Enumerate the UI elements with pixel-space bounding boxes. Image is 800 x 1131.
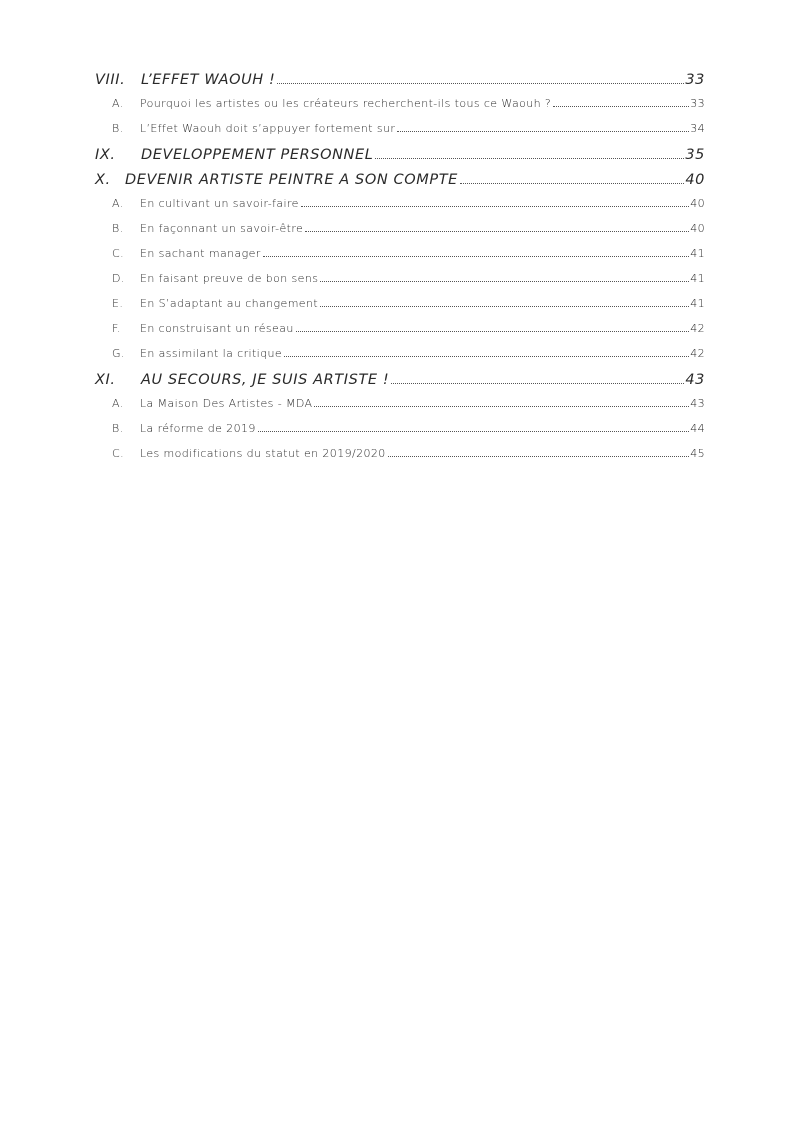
toc-entry-number: F.	[112, 322, 121, 335]
toc-entry-title: DEVELOPPEMENT PERSONNEL	[141, 147, 374, 163]
dot-leader	[301, 205, 689, 207]
toc-entry-xi[interactable]	[95, 372, 705, 397]
dot-leader	[460, 182, 684, 184]
toc-entry-xi-c[interactable]	[95, 447, 705, 472]
toc-entry-x-b[interactable]	[95, 222, 705, 247]
toc-entry-number: XI.	[95, 372, 116, 388]
toc-entry-x[interactable]	[95, 172, 705, 197]
dot-leader	[284, 355, 689, 357]
toc-entry-page: 42	[690, 322, 705, 335]
toc-entry-number: A.	[112, 97, 124, 110]
toc-entry-number: D.	[112, 272, 125, 285]
dot-leader	[263, 255, 689, 257]
toc-entry-page: 34	[690, 122, 705, 135]
toc-entry-page: 40	[685, 172, 705, 188]
toc-entry-number: G.	[112, 347, 125, 360]
toc-entry-x-g[interactable]	[95, 347, 705, 372]
toc-entry-title: En sachant manager	[140, 247, 261, 260]
table-of-contents	[95, 72, 705, 472]
toc-entry-title: DEVENIR ARTISTE PEINTRE A SON COMPTE	[125, 172, 458, 188]
toc-entry-page: 42	[690, 347, 705, 360]
toc-entry-title: En faisant preuve de bon sens	[140, 272, 319, 285]
toc-entry-title: Les modifications du statut en 2019/2020	[140, 447, 386, 460]
toc-entry-title: En façonnant un savoir-être	[140, 222, 304, 235]
toc-entry-title: La réforme de 2019	[140, 422, 256, 435]
toc-entry-title: En cultivant un savoir-faire	[140, 197, 299, 210]
toc-entry-x-c[interactable]	[95, 247, 705, 272]
dot-leader	[375, 157, 684, 159]
toc-entry-title: En construisant un réseau	[140, 322, 294, 335]
dot-leader	[296, 330, 689, 332]
toc-entry-number: C.	[112, 447, 124, 460]
toc-entry-title: Pourquoi les artistes ou les créateurs recherchent-ils tous ce Waouh ?	[140, 97, 552, 110]
toc-entry-xi-a[interactable]	[95, 397, 705, 422]
toc-entry-xi-b[interactable]	[95, 422, 705, 447]
toc-entry-viii-b[interactable]	[95, 122, 705, 147]
dot-leader	[388, 455, 689, 457]
toc-entry-ix[interactable]	[95, 147, 705, 172]
toc-entry-x-d[interactable]	[95, 272, 705, 297]
toc-entry-page: 45	[690, 447, 705, 460]
toc-entry-page: 35	[685, 147, 705, 163]
toc-entry-title: En assimilant la critique	[140, 347, 283, 360]
toc-entry-page: 43	[690, 397, 705, 410]
toc-entry-number: E.	[112, 297, 124, 310]
toc-entry-number: IX.	[95, 147, 116, 163]
toc-entry-page: 43	[685, 372, 705, 388]
toc-entry-number: X.	[95, 172, 111, 188]
dot-leader	[320, 305, 689, 307]
toc-entry-title: AU SECOURS, JE SUIS ARTISTE !	[141, 372, 390, 388]
toc-entry-page: 40	[690, 222, 705, 235]
toc-entry-number: A.	[112, 397, 124, 410]
toc-entry-page: 41	[690, 272, 705, 285]
dot-leader	[553, 105, 689, 107]
toc-entry-number: A.	[112, 197, 124, 210]
dot-leader	[277, 82, 684, 84]
toc-entry-x-f[interactable]	[95, 322, 705, 347]
toc-entry-viii[interactable]	[95, 72, 705, 97]
dot-leader	[391, 382, 684, 384]
toc-entry-title: La Maison Des Artistes - MDA	[140, 397, 313, 410]
toc-entry-page: 33	[685, 72, 705, 88]
dot-leader	[397, 130, 689, 132]
toc-entry-number: B.	[112, 222, 124, 235]
toc-entry-page: 44	[690, 422, 705, 435]
toc-entry-number: B.	[112, 422, 124, 435]
dot-leader	[258, 430, 689, 432]
toc-entry-x-e[interactable]	[95, 297, 705, 322]
toc-entry-page: 41	[690, 297, 705, 310]
toc-entry-page: 33	[690, 97, 705, 110]
toc-entry-number: B.	[112, 122, 124, 135]
toc-entry-x-a[interactable]	[95, 197, 705, 222]
toc-entry-title: En S’adaptant au changement	[140, 297, 319, 310]
toc-entry-number: VIII.	[95, 72, 126, 88]
dot-leader	[314, 405, 689, 407]
toc-entry-title: L’EFFET WAOUH !	[141, 72, 276, 88]
toc-entry-page: 40	[690, 197, 705, 210]
toc-entry-number: C.	[112, 247, 124, 260]
toc-entry-viii-a[interactable]	[95, 97, 705, 122]
dot-leader	[320, 280, 689, 282]
dot-leader	[305, 230, 689, 232]
toc-entry-page: 41	[690, 247, 705, 260]
toc-entry-title: L’Effet Waouh doit s’appuyer fortement sur	[140, 122, 396, 135]
